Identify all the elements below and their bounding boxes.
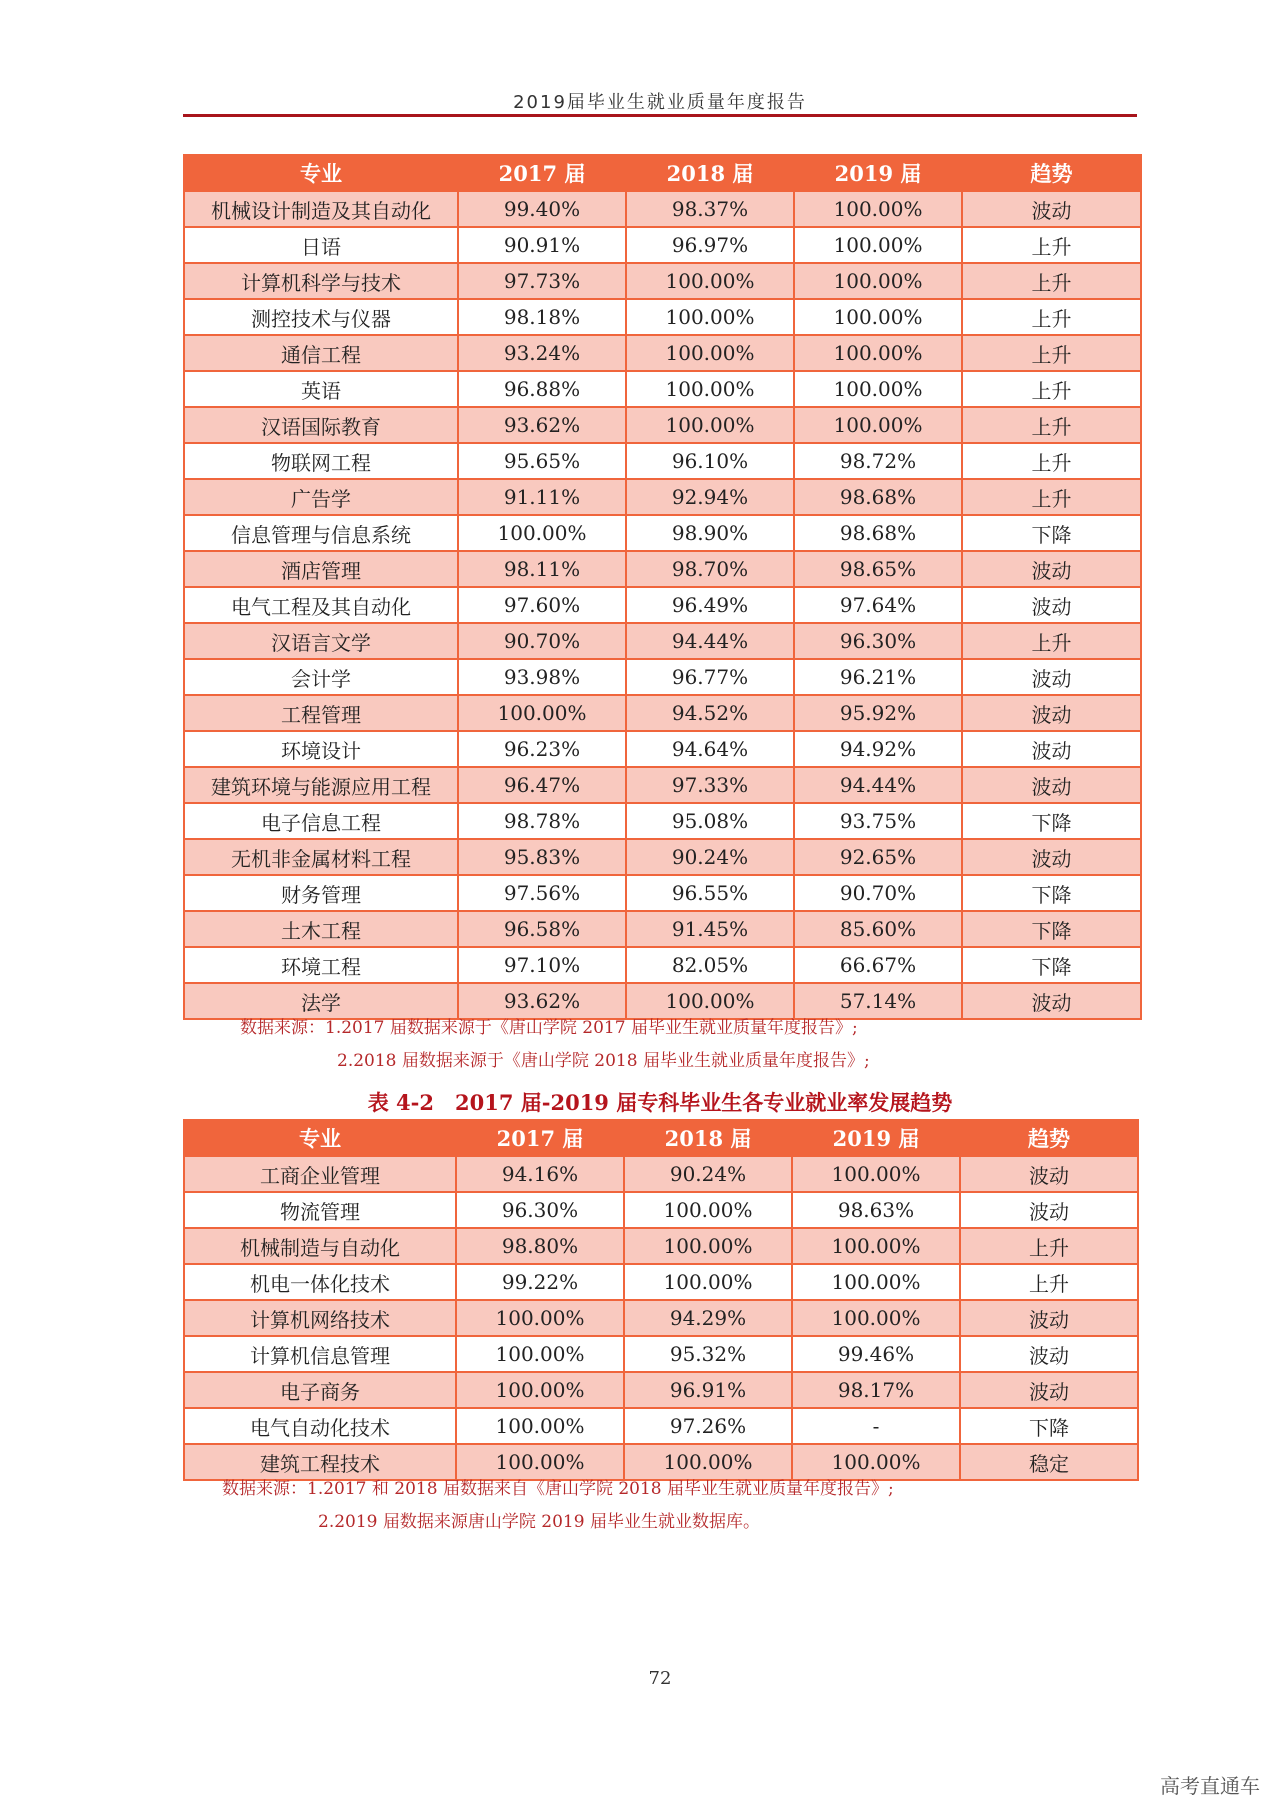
table-row — [184, 515, 1141, 551]
table-row — [184, 551, 1141, 587]
cell-major: 广告学 — [184, 479, 458, 515]
table-row — [184, 623, 1141, 659]
cell-trend: 波动 — [960, 1156, 1138, 1192]
cell-trend: 波动 — [962, 767, 1141, 803]
cell-rate-2019: 98.68% — [794, 515, 962, 551]
cell-rate-2019: 100.00% — [794, 263, 962, 299]
cell-major: 电子信息工程 — [184, 803, 458, 839]
cell-rate-2019: 99.46% — [792, 1336, 960, 1372]
table1-source-note-1: 数据来源：1.2017 届数据来源于《唐山学院 2017 届毕业生就业质量年度报告》; — [240, 1018, 858, 1038]
cell-rate-2017: 93.24% — [458, 335, 626, 371]
cell-trend: 下降 — [962, 875, 1141, 911]
cell-rate-2019: 100.00% — [794, 227, 962, 263]
cell-rate-2017: 97.73% — [458, 263, 626, 299]
table-row — [184, 479, 1141, 515]
cell-major: 无机非金属材料工程 — [184, 839, 458, 875]
cell-rate-2019: 100.00% — [792, 1228, 960, 1264]
cell-rate-2019: 100.00% — [792, 1264, 960, 1300]
cell-trend: 波动 — [960, 1372, 1138, 1408]
cell-rate-2018: 94.52% — [626, 695, 794, 731]
cell-rate-2018: 97.33% — [626, 767, 794, 803]
cell-trend: 下降 — [962, 911, 1141, 947]
column-header-2018: 2018 届 — [626, 155, 794, 191]
cell-rate-2017: 94.16% — [456, 1156, 624, 1192]
undergraduate-employment-table — [183, 154, 1142, 1020]
cell-rate-2018: 97.26% — [624, 1408, 792, 1444]
cell-rate-2019: 98.63% — [792, 1192, 960, 1228]
table-row — [184, 335, 1141, 371]
cell-rate-2017: 90.70% — [458, 623, 626, 659]
cell-rate-2018: 96.77% — [626, 659, 794, 695]
column-header-2018: 2018 届 — [624, 1120, 792, 1156]
cell-major: 电子商务 — [184, 1372, 456, 1408]
cell-rate-2019: 98.17% — [792, 1372, 960, 1408]
table-row — [184, 659, 1141, 695]
cell-rate-2018: 96.10% — [626, 443, 794, 479]
cell-trend: 上升 — [960, 1228, 1138, 1264]
cell-rate-2017: 90.91% — [458, 227, 626, 263]
cell-rate-2017: 100.00% — [456, 1444, 624, 1480]
cell-major: 环境工程 — [184, 947, 458, 983]
cell-rate-2018: 92.94% — [626, 479, 794, 515]
table-body — [184, 1156, 1138, 1480]
cell-major: 汉语言文学 — [184, 623, 458, 659]
cell-rate-2017: 91.11% — [458, 479, 626, 515]
cell-rate-2019: 100.00% — [794, 191, 962, 227]
table-row — [184, 443, 1141, 479]
cell-rate-2019: 92.65% — [794, 839, 962, 875]
cell-rate-2018: 100.00% — [626, 263, 794, 299]
cell-rate-2017: 100.00% — [456, 1300, 624, 1336]
cell-rate-2017: 100.00% — [456, 1372, 624, 1408]
table-row — [184, 371, 1141, 407]
cell-rate-2017: 100.00% — [458, 695, 626, 731]
cell-rate-2019: 66.67% — [794, 947, 962, 983]
cell-rate-2018: 100.00% — [626, 299, 794, 335]
table-row — [184, 911, 1141, 947]
cell-major: 日语 — [184, 227, 458, 263]
table-row — [184, 803, 1141, 839]
table2-caption: 表 4-2 2017 届-2019 届专科毕业生各专业就业率发展趋势 — [367, 1090, 953, 1115]
column-header-trend: 趋势 — [960, 1120, 1138, 1156]
table-row — [184, 587, 1141, 623]
table-row — [184, 1372, 1138, 1408]
cell-rate-2018: 98.70% — [626, 551, 794, 587]
cell-rate-2018: 94.44% — [626, 623, 794, 659]
table-row — [184, 227, 1141, 263]
cell-trend: 上升 — [962, 623, 1141, 659]
cell-trend: 波动 — [962, 839, 1141, 875]
cell-rate-2017: 97.60% — [458, 587, 626, 623]
table-header-row — [184, 155, 1141, 191]
table-row — [184, 1408, 1138, 1444]
cell-major: 测控技术与仪器 — [184, 299, 458, 335]
column-header-major: 专业 — [184, 1120, 456, 1156]
cell-trend: 上升 — [962, 335, 1141, 371]
cell-major: 建筑环境与能源应用工程 — [184, 767, 458, 803]
table-row — [184, 947, 1141, 983]
cell-rate-2019: 100.00% — [792, 1156, 960, 1192]
cell-trend: 下降 — [962, 947, 1141, 983]
cell-rate-2019: 100.00% — [792, 1444, 960, 1480]
cell-rate-2017: 96.30% — [456, 1192, 624, 1228]
cell-rate-2019: 95.92% — [794, 695, 962, 731]
column-header-2017: 2017 届 — [458, 155, 626, 191]
cell-trend: 下降 — [960, 1408, 1138, 1444]
cell-major: 计算机信息管理 — [184, 1336, 456, 1372]
cell-rate-2018: 100.00% — [626, 407, 794, 443]
cell-rate-2018: 100.00% — [624, 1264, 792, 1300]
cell-major: 机械设计制造及其自动化 — [184, 191, 458, 227]
cell-rate-2017: 96.88% — [458, 371, 626, 407]
cell-trend: 波动 — [960, 1336, 1138, 1372]
table-row — [184, 299, 1141, 335]
cell-rate-2017: 98.18% — [458, 299, 626, 335]
cell-rate-2018: 100.00% — [626, 335, 794, 371]
cell-rate-2018: 96.49% — [626, 587, 794, 623]
cell-major: 法学 — [184, 983, 458, 1019]
cell-rate-2017: 96.47% — [458, 767, 626, 803]
cell-trend: 波动 — [962, 191, 1141, 227]
cell-trend: 上升 — [960, 1264, 1138, 1300]
table-row — [184, 767, 1141, 803]
table-row — [184, 695, 1141, 731]
cell-rate-2019: 100.00% — [792, 1300, 960, 1336]
cell-major: 计算机科学与技术 — [184, 263, 458, 299]
cell-trend: 下降 — [962, 515, 1141, 551]
table1-source-note-2: 2.2018 届数据来源于《唐山学院 2018 届毕业生就业质量年度报告》; — [337, 1051, 870, 1071]
cell-major: 信息管理与信息系统 — [184, 515, 458, 551]
cell-rate-2018: 96.55% — [626, 875, 794, 911]
cell-trend: 上升 — [962, 479, 1141, 515]
cell-rate-2018: 95.32% — [624, 1336, 792, 1372]
cell-rate-2019: 90.70% — [794, 875, 962, 911]
cell-rate-2018: 90.24% — [624, 1156, 792, 1192]
cell-trend: 下降 — [962, 803, 1141, 839]
cell-rate-2019: 96.30% — [794, 623, 962, 659]
table-row — [184, 839, 1141, 875]
cell-major: 建筑工程技术 — [184, 1444, 456, 1480]
cell-rate-2018: 91.45% — [626, 911, 794, 947]
table-body — [184, 191, 1141, 1019]
cell-rate-2018: 100.00% — [624, 1192, 792, 1228]
cell-rate-2019: 93.75% — [794, 803, 962, 839]
table-row — [184, 1336, 1138, 1372]
column-header-2019: 2019 届 — [792, 1120, 960, 1156]
cell-major: 英语 — [184, 371, 458, 407]
table-row — [184, 875, 1141, 911]
cell-major: 土木工程 — [184, 911, 458, 947]
cell-trend: 波动 — [962, 551, 1141, 587]
column-header-2019: 2019 届 — [794, 155, 962, 191]
page-number: 72 — [648, 1668, 672, 1689]
cell-rate-2017: 99.40% — [458, 191, 626, 227]
cell-trend: 波动 — [962, 587, 1141, 623]
cell-rate-2018: 98.90% — [626, 515, 794, 551]
cell-major: 工程管理 — [184, 695, 458, 731]
cell-rate-2017: 98.80% — [456, 1228, 624, 1264]
cell-trend: 上升 — [962, 263, 1141, 299]
table-row — [184, 191, 1141, 227]
cell-rate-2019: 85.60% — [794, 911, 962, 947]
table-row — [184, 1300, 1138, 1336]
cell-rate-2018: 100.00% — [626, 983, 794, 1019]
table-row — [184, 1156, 1138, 1192]
cell-rate-2018: 94.64% — [626, 731, 794, 767]
column-header-major: 专业 — [184, 155, 458, 191]
cell-major: 财务管理 — [184, 875, 458, 911]
cell-rate-2019: 94.44% — [794, 767, 962, 803]
cell-rate-2017: 93.62% — [458, 407, 626, 443]
cell-rate-2017: 95.65% — [458, 443, 626, 479]
cell-rate-2017: 96.23% — [458, 731, 626, 767]
cell-rate-2019: 97.64% — [794, 587, 962, 623]
cell-rate-2018: 98.37% — [626, 191, 794, 227]
cell-trend: 上升 — [962, 443, 1141, 479]
cell-rate-2017: 96.58% — [458, 911, 626, 947]
cell-trend: 波动 — [962, 695, 1141, 731]
cell-major: 机械制造与自动化 — [184, 1228, 456, 1264]
cell-rate-2017: 100.00% — [456, 1408, 624, 1444]
vocational-employment-table — [183, 1119, 1139, 1481]
cell-rate-2017: 95.83% — [458, 839, 626, 875]
watermark-text: 高考直通车 — [1160, 1774, 1260, 1798]
cell-trend: 上升 — [962, 299, 1141, 335]
cell-trend: 波动 — [960, 1192, 1138, 1228]
cell-rate-2019: 100.00% — [794, 335, 962, 371]
cell-rate-2019: 98.68% — [794, 479, 962, 515]
cell-rate-2019: 98.72% — [794, 443, 962, 479]
cell-rate-2017: 97.10% — [458, 947, 626, 983]
cell-major: 工商企业管理 — [184, 1156, 456, 1192]
page-header-title: 2019届毕业生就业质量年度报告 — [513, 92, 807, 113]
cell-trend: 上升 — [962, 227, 1141, 263]
cell-rate-2017: 97.56% — [458, 875, 626, 911]
cell-rate-2017: 99.22% — [456, 1264, 624, 1300]
cell-rate-2018: 94.29% — [624, 1300, 792, 1336]
cell-rate-2019: 98.65% — [794, 551, 962, 587]
cell-major: 酒店管理 — [184, 551, 458, 587]
cell-major: 物流管理 — [184, 1192, 456, 1228]
cell-rate-2018: 100.00% — [624, 1444, 792, 1480]
cell-major: 电气工程及其自动化 — [184, 587, 458, 623]
cell-rate-2019: 96.21% — [794, 659, 962, 695]
cell-rate-2018: 90.24% — [626, 839, 794, 875]
cell-rate-2017: 100.00% — [458, 515, 626, 551]
cell-trend: 波动 — [960, 1300, 1138, 1336]
cell-rate-2019: 94.92% — [794, 731, 962, 767]
cell-rate-2018: 100.00% — [624, 1228, 792, 1264]
cell-rate-2019: 100.00% — [794, 407, 962, 443]
table-row — [184, 1192, 1138, 1228]
cell-rate-2017: 98.78% — [458, 803, 626, 839]
cell-rate-2019: 57.14% — [794, 983, 962, 1019]
cell-major: 环境设计 — [184, 731, 458, 767]
cell-trend: 稳定 — [960, 1444, 1138, 1480]
cell-major: 汉语国际教育 — [184, 407, 458, 443]
cell-trend: 上升 — [962, 371, 1141, 407]
table-row — [184, 407, 1141, 443]
cell-rate-2017: 93.98% — [458, 659, 626, 695]
cell-rate-2018: 100.00% — [626, 371, 794, 407]
cell-rate-2019: 100.00% — [794, 299, 962, 335]
cell-rate-2018: 96.97% — [626, 227, 794, 263]
cell-major: 通信工程 — [184, 335, 458, 371]
cell-rate-2018: 96.91% — [624, 1372, 792, 1408]
cell-rate-2017: 93.62% — [458, 983, 626, 1019]
cell-rate-2018: 82.05% — [626, 947, 794, 983]
column-header-trend: 趋势 — [962, 155, 1141, 191]
cell-rate-2018: 95.08% — [626, 803, 794, 839]
cell-rate-2019: 100.00% — [794, 371, 962, 407]
cell-trend: 上升 — [962, 407, 1141, 443]
cell-major: 物联网工程 — [184, 443, 458, 479]
table2-source-note-1: 数据来源：1.2017 和 2018 届数据来自《唐山学院 2018 届毕业生就业质量年度报告》; — [222, 1479, 894, 1499]
table-row — [184, 263, 1141, 299]
cell-major: 电气自动化技术 — [184, 1408, 456, 1444]
cell-rate-2017: 100.00% — [456, 1336, 624, 1372]
cell-major: 会计学 — [184, 659, 458, 695]
table-header-row — [184, 1120, 1138, 1156]
cell-trend: 波动 — [962, 659, 1141, 695]
cell-rate-2017: 98.11% — [458, 551, 626, 587]
header-divider — [183, 114, 1137, 117]
cell-trend: 波动 — [962, 983, 1141, 1019]
cell-major: 机电一体化技术 — [184, 1264, 456, 1300]
cell-trend: 波动 — [962, 731, 1141, 767]
cell-major: 计算机网络技术 — [184, 1300, 456, 1336]
cell-rate-2019: - — [792, 1408, 960, 1444]
column-header-2017: 2017 届 — [456, 1120, 624, 1156]
table-row — [184, 1264, 1138, 1300]
table-row — [184, 1228, 1138, 1264]
table-row — [184, 731, 1141, 767]
table2-source-note-2: 2.2019 届数据来源唐山学院 2019 届毕业生就业数据库。 — [318, 1512, 760, 1532]
